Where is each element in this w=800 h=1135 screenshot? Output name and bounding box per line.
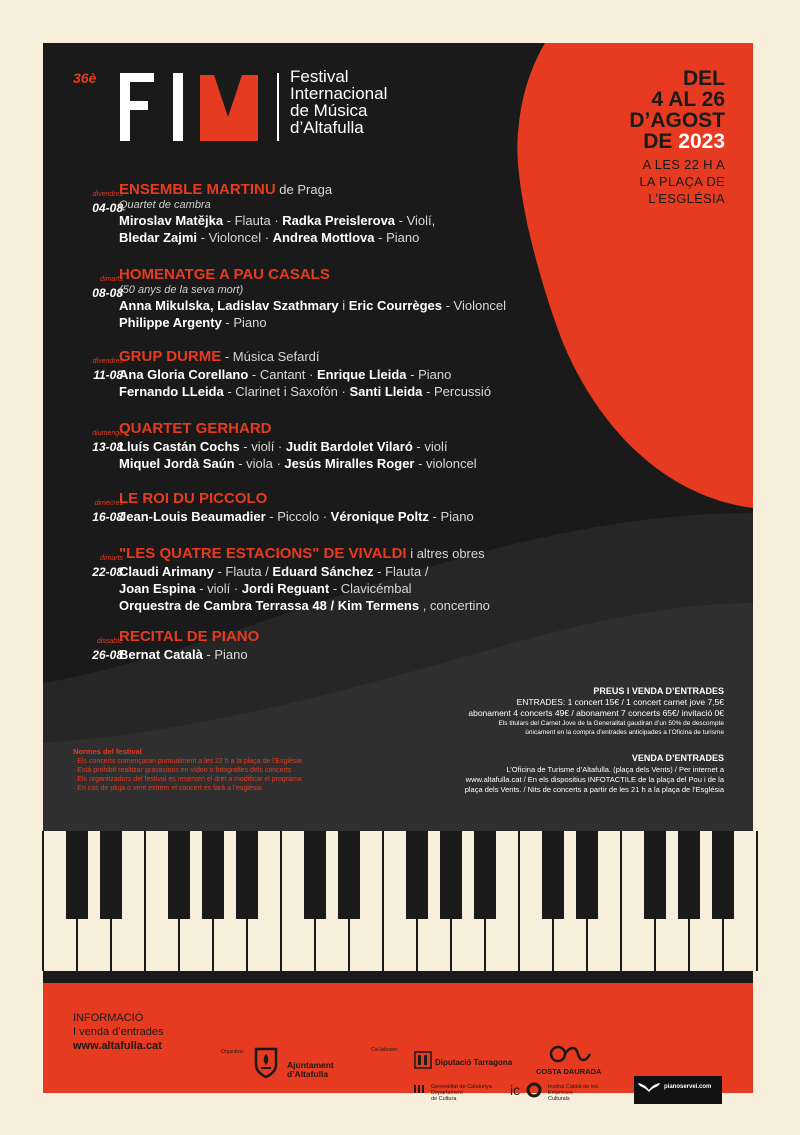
white-key-divider xyxy=(518,831,520,971)
performer-name: Joan Espina xyxy=(119,581,196,596)
performer-role: - Piano xyxy=(221,315,267,330)
white-key-divider xyxy=(756,831,758,971)
concert-title-text: ENSEMBLE MARTINU xyxy=(119,181,276,198)
festival-year: 2023 xyxy=(678,130,725,153)
concert-date: 22-08 xyxy=(92,565,123,579)
black-key xyxy=(406,831,428,919)
icec-logo-icon xyxy=(510,1082,544,1098)
prices-heading: PREUS I VENDA D’ENTRADES xyxy=(593,686,724,696)
performer-name: Enrique Lleida xyxy=(316,367,407,382)
performer-name: Andrea Mottlova xyxy=(272,230,375,245)
diputacio-emblem-icon xyxy=(414,1051,432,1069)
festival-name-line: Festival xyxy=(290,67,349,86)
organitza-label: Organitza: xyxy=(221,1049,245,1055)
pianoservei-logo xyxy=(634,1076,722,1104)
performer-role: - Violoncel xyxy=(441,298,507,313)
performer-name: Jean-Louis Beaumadier xyxy=(119,509,266,524)
festival-name-line: Internacional xyxy=(290,84,388,103)
performer-name: Philippe Argenty xyxy=(119,315,222,330)
performer-role: - Violoncel · xyxy=(197,230,273,245)
performers-line xyxy=(119,314,579,331)
performer-role: - Flauta / xyxy=(213,564,273,579)
collaboren-label: Col·laboren: xyxy=(371,1047,399,1053)
performer-role: - Piano xyxy=(428,509,474,524)
wings-icon xyxy=(638,1080,660,1098)
performer-name: Judit Bardolet Vilaró xyxy=(285,439,413,454)
performer-role: - violí xyxy=(412,439,448,454)
black-key xyxy=(542,831,564,919)
sales-line: www.altafulla.cat / En els dispositius INFOTACTILE de la plaça del Pou i de la xyxy=(465,775,724,784)
performers-line xyxy=(119,580,579,597)
rule-item: · Els concerts començaran puntualment a les 22 h a la plaça de l’Església xyxy=(73,758,302,765)
black-key xyxy=(100,831,122,919)
icec-line: Empreses xyxy=(548,1090,573,1096)
performer-role: - Piano xyxy=(406,367,452,382)
dates-line xyxy=(565,131,725,152)
generalitat-stripes-icon xyxy=(414,1085,428,1093)
logo-divider xyxy=(277,73,279,141)
concert-title-text: "LES QUATRE ESTACIONS" DE VIVALDI xyxy=(119,545,407,562)
concert-date: 16-08 xyxy=(92,510,123,524)
concert-title xyxy=(119,628,579,646)
performer-role: - violí · xyxy=(239,439,286,454)
performer-role: - Percussió xyxy=(422,384,492,399)
black-key xyxy=(712,831,734,919)
concert-details xyxy=(119,420,579,472)
concert-title-text: LE ROI DU PICCOLO xyxy=(119,490,268,507)
dates-line: DEL xyxy=(683,67,725,90)
performer-name: Ana Gloria Corellano xyxy=(119,367,249,382)
svg-text:ic: ic xyxy=(510,1082,521,1098)
concert-title-text: HOMENATGE A PAU CASALS xyxy=(119,266,330,283)
footer xyxy=(43,983,753,1102)
sales-heading: VENDA D’ENTRADES xyxy=(631,753,724,763)
performers-line xyxy=(119,383,579,400)
performer-name: Jesús Miralles Roger xyxy=(284,456,415,471)
performer-role: i xyxy=(338,298,349,313)
venue-line: L’ESGLÉSIA xyxy=(648,191,725,206)
concert-weekday: divendres xyxy=(92,191,123,198)
concert-date: 04-08 xyxy=(92,201,123,215)
black-key xyxy=(576,831,598,919)
info-line: I venda d’entrades xyxy=(73,1026,164,1038)
performer-name: Santi Lleida xyxy=(349,384,423,399)
concert-subtitle: Quartet de cambra xyxy=(119,199,211,211)
dates-line: D’AGOST xyxy=(629,109,725,132)
ajuntament-shield-icon xyxy=(253,1045,279,1079)
rule-item: · Els organitzadors del festival es reserven el dret a modificar el programa xyxy=(73,776,302,783)
black-key xyxy=(168,831,190,919)
concert-weekday: dimarts xyxy=(100,555,123,562)
performers-line xyxy=(119,646,579,663)
performers-line xyxy=(119,212,579,229)
dates-de: DE xyxy=(643,130,673,153)
concert-title-suffix: - Música Sefardí xyxy=(221,349,320,364)
costa-daurada-icon xyxy=(548,1046,592,1062)
performer-name: Bledar Zajmi xyxy=(119,230,198,245)
performer-role: - Violí, xyxy=(395,213,436,228)
fim-logo xyxy=(118,73,268,143)
concert-title xyxy=(119,420,579,438)
performers-line xyxy=(119,455,579,472)
performer-role: - Piccolo · xyxy=(265,509,331,524)
performer-role: - Flauta · xyxy=(223,213,283,228)
generalitat-line: Departament xyxy=(431,1090,463,1096)
performers-line xyxy=(119,563,579,580)
performer-role: - Flauta / xyxy=(373,564,429,579)
concert-title-suffix: i altres obres xyxy=(406,546,485,561)
prices-note: únicament en la compra d’entrades anticipades a l’Oficina de turisme xyxy=(525,729,724,736)
white-key-divider xyxy=(620,831,622,971)
performer-name: Anna Mikulska, Ladislav Szathmary xyxy=(119,298,339,313)
concert-title-text: GRUP DURME xyxy=(119,348,222,365)
concert-details xyxy=(119,628,579,663)
venue-line: LA PLAÇA DE xyxy=(639,174,725,189)
performer-role: - violoncel xyxy=(414,456,477,471)
festival-name-line: de Música xyxy=(290,101,368,120)
generalitat-line: Generalitat de Catalunya xyxy=(431,1084,492,1090)
festival-name-line: d’Altafulla xyxy=(290,118,364,137)
performers-line xyxy=(119,508,579,525)
performer-role: - viola · xyxy=(234,456,285,471)
concert-title xyxy=(119,545,579,563)
black-key xyxy=(236,831,258,919)
performer-role: - Piano xyxy=(202,647,248,662)
icec-logo xyxy=(548,1084,598,1102)
concert-subtitle: (50 anys de la seva mort) xyxy=(119,284,244,296)
performer-name: Miquel Jordà Saún xyxy=(119,456,235,471)
white-key-divider xyxy=(382,831,384,971)
concert-date: 08-08 xyxy=(92,286,123,300)
concert-weekday: dimarts xyxy=(100,276,123,283)
piano-keyboard xyxy=(43,831,753,983)
concert-date: 26-08 xyxy=(92,648,123,662)
black-key xyxy=(678,831,700,919)
concert-title xyxy=(119,181,579,199)
performers-line xyxy=(119,297,579,314)
prices-line: abonament 4 concerts 49€ / abonament 7 concerts 65€/ invitació 0€ xyxy=(468,708,724,718)
performer-name: Bernat Català xyxy=(119,647,203,662)
black-key xyxy=(338,831,360,919)
performer-name: Miroslav Matějka xyxy=(119,213,224,228)
rules-heading: Normes del festival xyxy=(73,747,142,756)
performer-name: Véronique Poltz xyxy=(330,509,429,524)
performer-name: Radka Preislerova xyxy=(282,213,396,228)
ajuntament-line: d’Altafulla xyxy=(287,1069,329,1079)
dates-line: 4 AL 26 xyxy=(651,88,725,111)
concert-date: 11-08 xyxy=(93,368,123,382)
info-block xyxy=(73,1011,164,1053)
concert-details xyxy=(119,266,579,331)
white-key-divider xyxy=(42,831,44,971)
prices-section xyxy=(394,685,724,737)
concert-title-suffix: de Praga xyxy=(275,182,333,197)
rule-item: · Està prohibit realitzar gravacions en vídeo o fotografies dels concerts xyxy=(73,767,292,774)
rule-item: · En cas de pluja o vent extrem el concert es farà a l’església xyxy=(73,785,262,792)
generalitat-logo xyxy=(431,1084,492,1102)
performers-line xyxy=(119,229,579,246)
concert-weekday: dissabte xyxy=(96,638,123,645)
performer-role: - Clavicémbal xyxy=(329,581,412,596)
performer-name: Eric Courrèges xyxy=(348,298,442,313)
festival-name xyxy=(290,68,387,136)
prices-line: ENTRADES: 1 concert 15€ / 1 concert carnet jove 7,5€ xyxy=(516,697,724,707)
keyboard-base xyxy=(43,971,753,983)
performer-role: , concertino xyxy=(419,598,490,613)
festival-dates xyxy=(565,68,725,152)
black-key xyxy=(66,831,88,919)
performer-name: Jordi Reguant xyxy=(241,581,330,596)
concert-title xyxy=(119,348,579,366)
black-key xyxy=(202,831,224,919)
performers-line xyxy=(119,366,579,383)
performers-line xyxy=(119,597,579,614)
ajuntament-line: Ajuntament xyxy=(287,1060,334,1070)
black-key xyxy=(474,831,496,919)
ajuntament-logo xyxy=(287,1061,334,1079)
festival-rules xyxy=(73,747,302,793)
black-key xyxy=(440,831,462,919)
performer-name: Fernando LLeida xyxy=(119,384,224,399)
costa-daurada-logo: COSTA DAURADA xyxy=(536,1067,602,1076)
performer-role: - Clarinet i Saxofón · xyxy=(223,384,350,399)
concert-weekday: divendres xyxy=(92,358,123,365)
sales-line: L’Oficina de Turisme d’Altafulla. (plaça dels Vents) / Per internet a xyxy=(506,765,724,774)
performer-name: Claudi Arimany xyxy=(119,564,214,579)
poster xyxy=(43,43,753,1102)
concert-details xyxy=(119,181,579,246)
prices-note: Els titulars del Carnet Jove de la Generalitat gaudiran d’un 50% de descompte xyxy=(498,720,724,727)
sales-line: plaça dels Vents. / Nits de concerts a partir de les 21 h a la plaça de l’Església xyxy=(464,785,724,794)
venue-info xyxy=(565,156,725,207)
venue-line: A LES 22 H A xyxy=(642,157,725,172)
concert-weekday: dimecres xyxy=(94,500,123,507)
concert-title xyxy=(119,266,579,284)
white-key-divider xyxy=(144,831,146,971)
ticket-sales-section xyxy=(424,752,724,795)
pianoservei-text: pianoservei.com xyxy=(664,1084,712,1090)
performer-role: - violí · xyxy=(195,581,242,596)
icec-line: Institut Català de les xyxy=(548,1084,598,1090)
black-key xyxy=(644,831,666,919)
edition-label: 36è xyxy=(73,70,97,86)
performer-name: Orquestra de Cambra Terrassa 48 / Kim Termens xyxy=(119,598,420,613)
performer-role: - Cantant · xyxy=(248,367,317,382)
concert-details xyxy=(119,348,579,400)
website-link[interactable]: www.altafulla.cat xyxy=(73,1040,162,1052)
diputacio-logo: Diputació Tarragona xyxy=(435,1058,513,1067)
performer-role: - Piano xyxy=(374,230,420,245)
black-key xyxy=(304,831,326,919)
white-key-divider xyxy=(280,831,282,971)
generalitat-line: de Cultura xyxy=(431,1096,457,1102)
concert-title xyxy=(119,490,579,508)
performers-line xyxy=(119,438,579,455)
performer-name: Eduard Sánchez xyxy=(272,564,374,579)
concert-weekday: diumenge xyxy=(92,430,123,437)
icec-line: Culturals xyxy=(548,1096,570,1102)
performer-name: Lluís Castán Cochs xyxy=(119,439,240,454)
concert-details xyxy=(119,490,579,525)
info-line: INFORMACIÓ xyxy=(73,1012,144,1024)
concert-date: 13-08 xyxy=(92,440,123,454)
concert-details xyxy=(119,545,579,614)
concert-title-text: RECITAL DE PIANO xyxy=(119,628,260,645)
concert-title-text: QUARTET GERHARD xyxy=(119,420,272,437)
